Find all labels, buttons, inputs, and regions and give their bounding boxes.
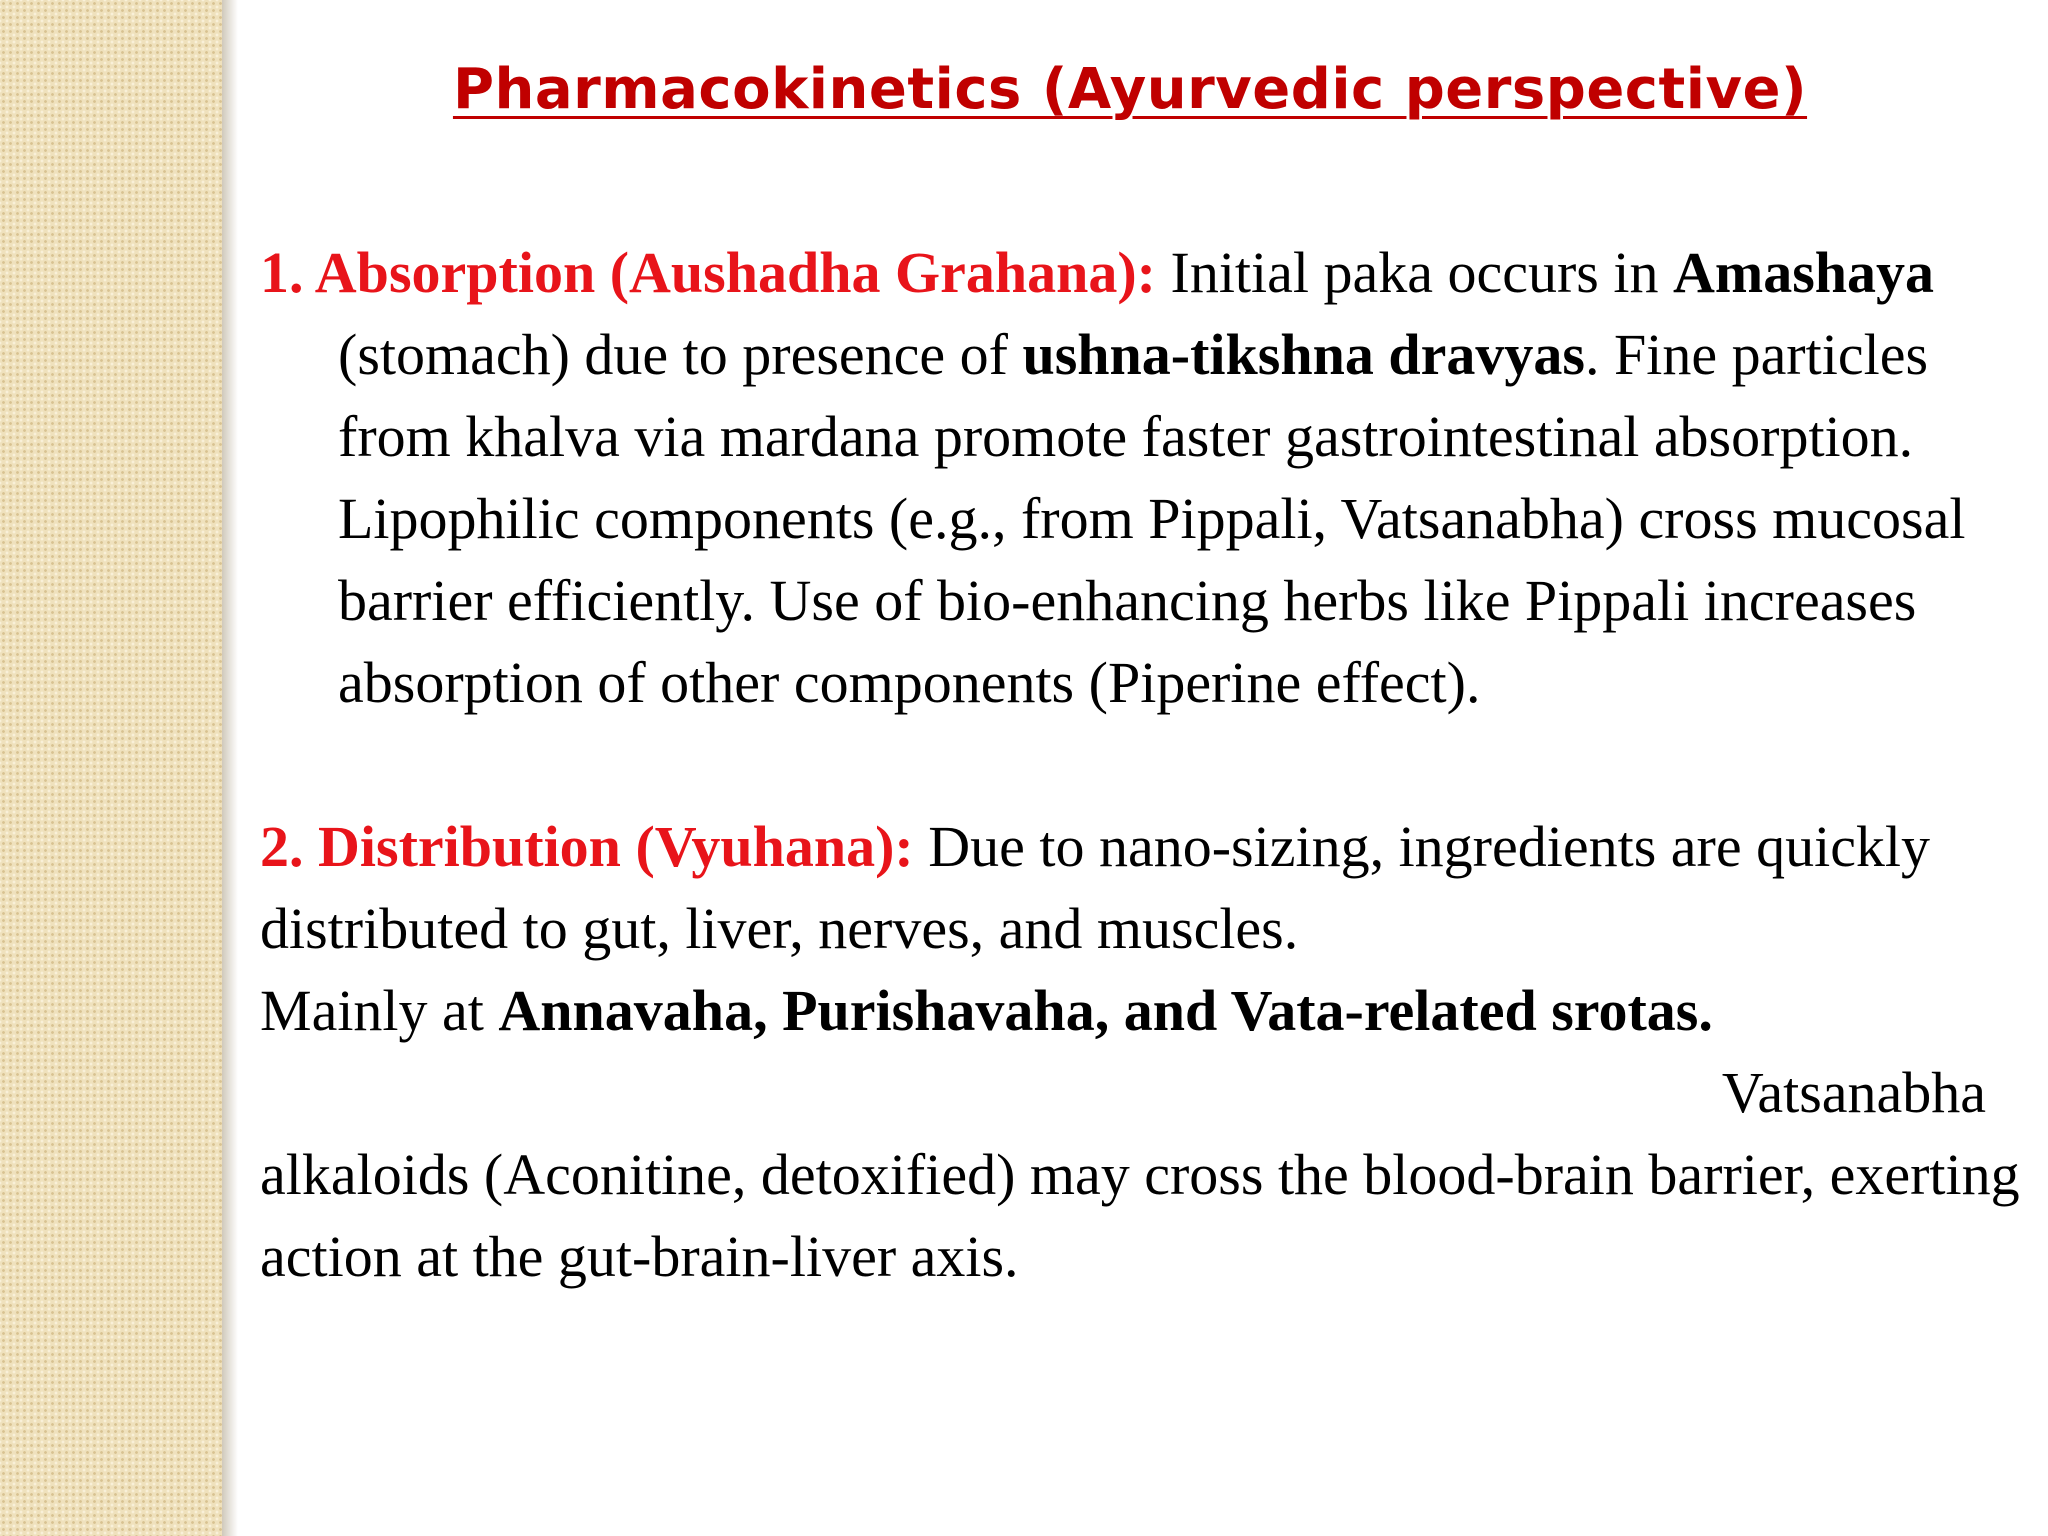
- absorption-text-1: Initial paka occurs in: [1156, 240, 1673, 305]
- side-strip-shadow: [222, 0, 238, 1536]
- absorption-paragraph: [260, 232, 2020, 724]
- distribution-text-1: Due to nano-sizing, ingredients are quickly distributed to gut, liver, nerves, and muscles.: [260, 814, 1931, 961]
- slide-content: [260, 232, 2020, 1298]
- distribution-text-vatsanabha: Vatsanabha: [1721, 1060, 1986, 1125]
- absorption-bold-amashaya: Amashaya: [1673, 240, 1935, 305]
- distribution-text-alkaloids: alkaloids (Aconitine, detoxified) may cross the blood-brain barrier, exerting action at the gut-brain-liver axis.: [260, 1142, 2020, 1289]
- distribution-line-2: [260, 970, 2020, 1052]
- distribution-text-2: Mainly at: [260, 978, 499, 1043]
- absorption-heading: 1. Absorption (Aushadha Grahana):: [260, 240, 1156, 305]
- decorative-side-strip: [0, 0, 222, 1536]
- slide-title: Pharmacokinetics (Ayurvedic perspective): [452, 57, 1808, 122]
- distribution-line-1: [260, 806, 2020, 970]
- absorption-text-3: . Fine particles from khalva via mardana promote faster gastrointestinal absorption. Lipophilic components (e.g., from Pippali, Vatsanabha) cross mucosal barrier efficiently. Use of bio-enhancing herbs like Pippali increases absorption of other components (Piperine effect).: [338, 322, 1966, 715]
- distribution-paragraph: [260, 806, 2020, 1298]
- absorption-bold-dravyas: ushna-tikshna dravyas: [1022, 322, 1585, 387]
- distribution-heading: 2. Distribution (Vyuhana):: [260, 814, 914, 879]
- distribution-bold-srotas: Annavaha, Purishavaha, and Vata-related srotas.: [498, 978, 1713, 1043]
- absorption-text-2: (stomach) due to presence of: [338, 322, 1023, 387]
